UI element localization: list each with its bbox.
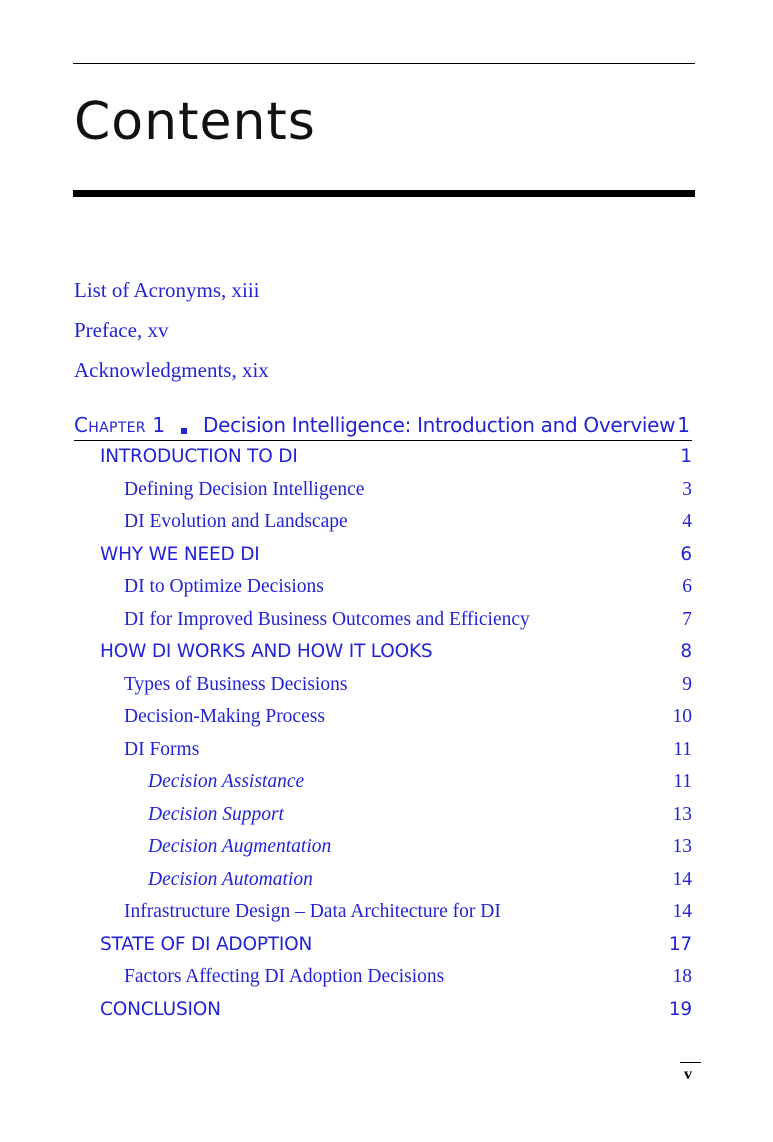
chapter-heading[interactable] — [74, 410, 692, 441]
toc-entry-page: 18 — [672, 966, 692, 987]
toc-entry-page: 13 — [672, 836, 692, 857]
folio-rule — [680, 1062, 701, 1063]
toc-entry-label[interactable]: Decision Augmentation — [148, 836, 332, 857]
toc-subsection[interactable] — [124, 706, 692, 732]
chapter-title[interactable]: Decision Intelligence: Introduction and Overview — [203, 413, 676, 437]
toc-entry-label[interactable]: WHY WE NEED DI — [100, 543, 260, 565]
toc-section[interactable] — [100, 934, 692, 960]
toc-entry-label[interactable]: DI for Improved Business Outcomes and Efficiency — [124, 608, 530, 630]
front-matter-item[interactable] — [74, 318, 168, 343]
toc-entry-label[interactable]: Defining Decision Intelligence — [124, 478, 365, 500]
toc-entry-page: 14 — [672, 901, 692, 922]
toc-section[interactable] — [100, 446, 692, 472]
toc-subsection[interactable] — [124, 901, 692, 927]
toc-entry-page: 6 — [682, 576, 692, 597]
toc-entry-label[interactable]: Factors Affecting DI Adoption Decisions — [124, 966, 445, 987]
toc-entry-page: 1 — [680, 446, 692, 467]
toc-subsection[interactable] — [124, 966, 692, 992]
toc-subsection[interactable] — [124, 576, 692, 602]
toc-entry-label[interactable]: HOW DI WORKS AND HOW IT LOOKS — [100, 641, 433, 662]
toc-section[interactable] — [100, 999, 692, 1025]
toc-entry-label[interactable]: Infrastructure Design – Data Architecture for DI — [124, 901, 501, 922]
toc-entry-page: 17 — [668, 933, 692, 955]
toc-subsubsection[interactable] — [148, 869, 692, 895]
title-rule — [73, 190, 695, 197]
toc-entry-label[interactable]: Decision-Making Process — [124, 706, 325, 727]
toc-entry-page: 11 — [673, 738, 692, 760]
toc-entry-label[interactable]: DI Evolution and Landscape — [124, 511, 348, 532]
chapter-page-number: 1 — [677, 413, 690, 437]
front-matter-link[interactable]: Preface, xv — [74, 318, 169, 342]
toc-subsection[interactable] — [124, 674, 692, 700]
front-matter-link[interactable]: List of Acronyms, xiii — [74, 278, 260, 302]
toc-entry-label[interactable]: CONCLUSION — [100, 998, 221, 1020]
toc-entry-label[interactable]: Decision Assistance — [148, 771, 305, 792]
front-matter-link[interactable]: Acknowledgments, xix — [74, 358, 269, 382]
toc-entry-page: 9 — [682, 673, 692, 695]
toc-entry-label[interactable]: Decision Support — [148, 803, 284, 825]
toc-entry-page: 8 — [680, 641, 692, 662]
chapter-label: Chapter 1 — [74, 413, 166, 437]
toc-entry-label[interactable]: STATE OF DI ADOPTION — [100, 933, 313, 955]
toc-subsubsection[interactable] — [148, 771, 692, 797]
toc-entry-label[interactable]: Types of Business Decisions — [124, 673, 348, 695]
toc-entry-page: 14 — [672, 868, 692, 890]
toc-entry-page: 7 — [682, 608, 692, 630]
toc-entry-page: 3 — [682, 478, 692, 500]
toc-entry-page: 11 — [673, 771, 692, 792]
page-number: v — [684, 1066, 692, 1083]
toc-entry-page: 4 — [682, 511, 692, 532]
toc-entry-label[interactable]: DI to Optimize Decisions — [124, 576, 324, 597]
toc-entry-label[interactable]: INTRODUCTION TO DI — [100, 446, 298, 467]
toc-entry-page: 10 — [672, 706, 692, 727]
toc-entry-page: 13 — [672, 803, 692, 825]
toc-section[interactable] — [100, 641, 692, 667]
toc-entry-page: 19 — [668, 998, 692, 1020]
toc-entry-label[interactable]: Decision Automation — [148, 868, 313, 890]
toc-section[interactable] — [100, 544, 692, 570]
bullet-icon — [181, 428, 187, 434]
front-matter-item[interactable] — [74, 278, 260, 303]
toc-entry-page: 6 — [680, 543, 692, 565]
toc-subsection[interactable] — [124, 609, 692, 635]
top-rule — [73, 63, 695, 64]
toc-subsection[interactable] — [124, 511, 692, 537]
toc-subsection[interactable] — [124, 479, 692, 505]
toc-subsubsection[interactable] — [148, 836, 692, 862]
front-matter-item[interactable] — [74, 358, 269, 383]
page-title: Contents — [74, 92, 316, 152]
toc-entry-label[interactable]: DI Forms — [124, 738, 200, 760]
toc-subsubsection[interactable] — [148, 804, 692, 830]
toc-subsection[interactable] — [124, 739, 692, 765]
